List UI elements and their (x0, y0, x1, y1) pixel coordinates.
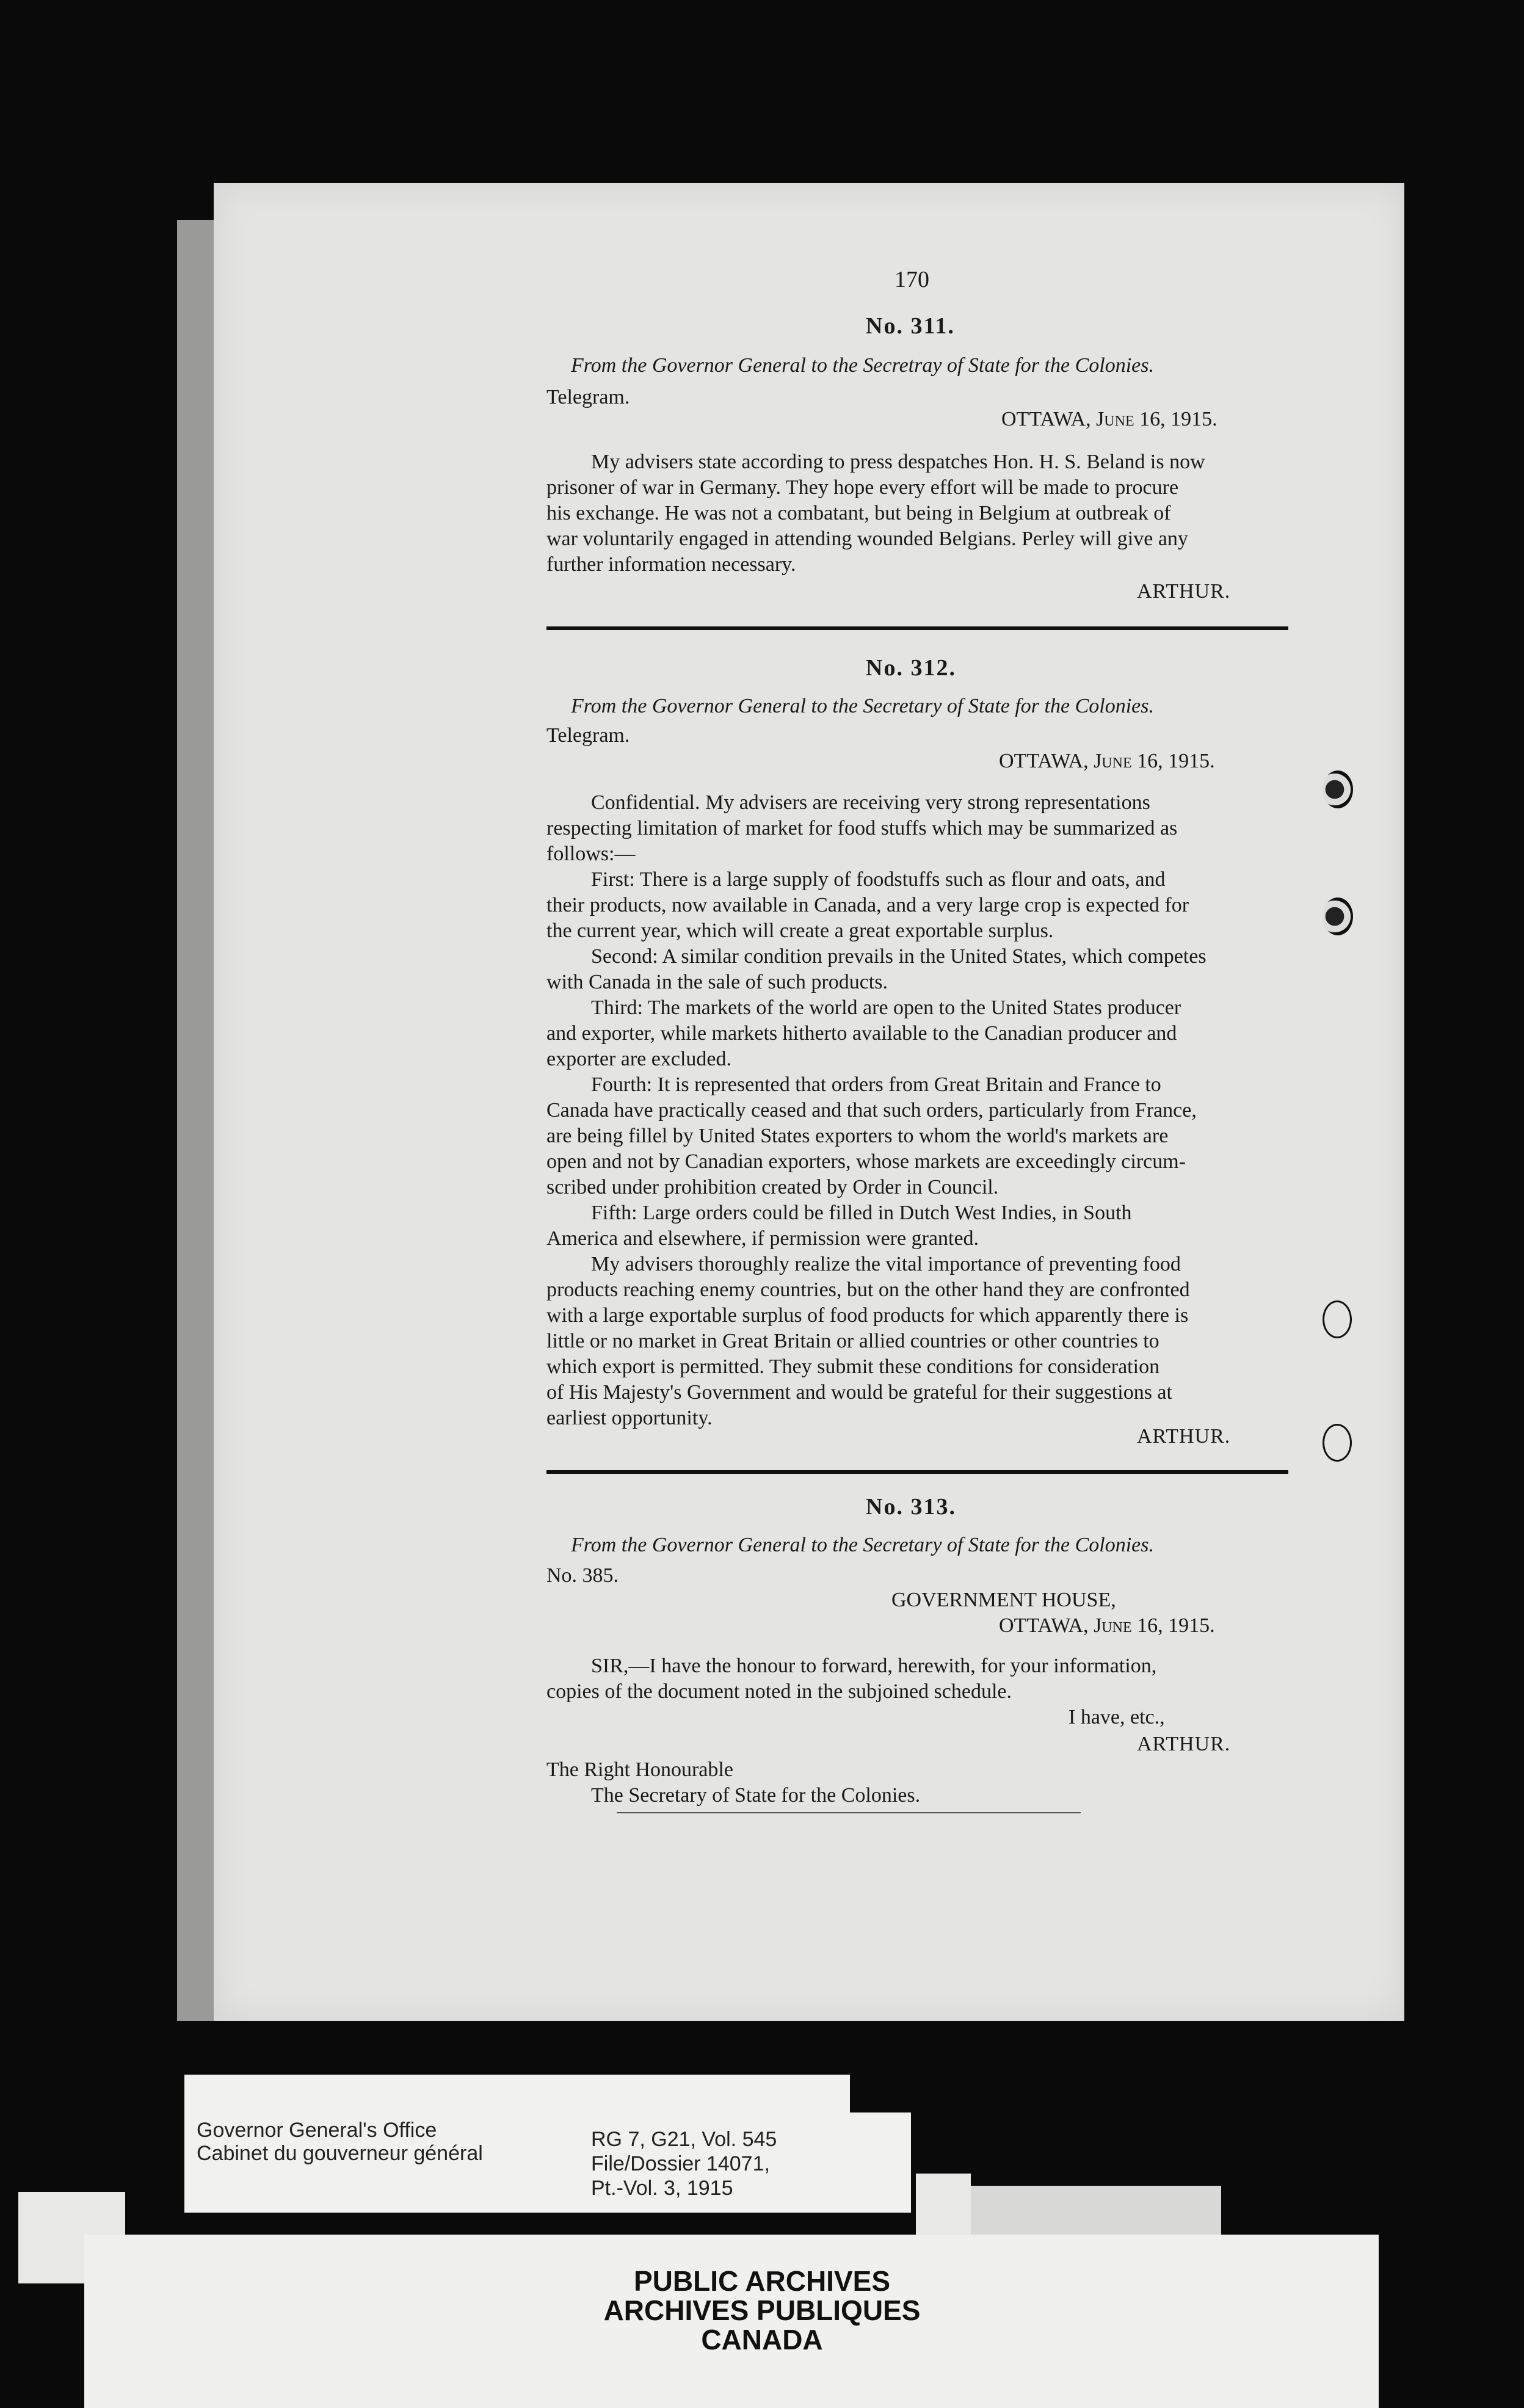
doc-312-line-14: are being fillel by United States exporters to whom the world's markets are (546, 1125, 1169, 1147)
doc-311-type: Telegram. (546, 386, 630, 408)
doc-312-place-date: OTTAWA, June 16, 1915. (999, 750, 1215, 772)
doc-311-line-4: war voluntarily engaged in attending wounded Belgians. Perley will give any (546, 528, 1188, 550)
doc-312-line-13: Canada have practically ceased and that such orders, particularly from France, (546, 1099, 1197, 1122)
doc-313-place-date: OTTAWA, June 16, 1915. (999, 1614, 1215, 1637)
doc-313-addressee-2: The Secretary of State for the Colonies. (591, 1784, 921, 1807)
doc-312-line-23: which export is permitted. They submit these conditions for consideration (546, 1355, 1160, 1378)
doc-312-line-2: respecting limitation of market for food stuffs which may be summarized as (546, 817, 1178, 840)
doc-312-line-4: First: There is a large supply of foodstuffs such as flour and oats, and (591, 868, 1166, 891)
punch-hole (1323, 898, 1353, 935)
doc-311-line-2: prisoner of war in Germany. They hope every effort will be made to procure (546, 476, 1179, 499)
doc-313-house: GOVERNMENT HOUSE, (891, 1589, 1116, 1611)
doc-312-line-15: open and not by Canadian exporters, whose markets are exceedingly circum- (546, 1150, 1186, 1173)
doc-311-line-1: My advisers state according to press despatches Hon. H. S. Beland is now (591, 451, 1205, 473)
doc-313-route: From the Governor General to the Secretary of State for the Colonies. (571, 1534, 1154, 1556)
doc-312-line-19: My advisers thoroughly realize the vital importance of preventing food (591, 1253, 1181, 1275)
doc-312-line-11: exporter are excluded. (546, 1048, 731, 1070)
punch-hole (1323, 1300, 1352, 1338)
label-tab-right (916, 2174, 971, 2235)
doc-312-line-8: with Canada in the sale of such products. (546, 971, 888, 993)
label-office-en: Governor General's Office (197, 2119, 437, 2142)
doc-312-line-25: earliest opportunity. (546, 1407, 713, 1429)
doc-312-line-12: Fourth: It is represented that orders from Great Britain and France to (591, 1073, 1161, 1096)
doc-312-line-7: Second: A similar condition prevails in the United States, which competes (591, 945, 1206, 968)
page-number: 170 (894, 267, 929, 292)
archive-label-tab (850, 2112, 911, 2213)
doc-312-line-16: scribed under prohibition created by Order in Council. (546, 1176, 999, 1199)
stamp-line-1: PUBLIC ARCHIVES (634, 2265, 890, 2297)
punch-hole (1323, 1424, 1352, 1462)
doc-313-addressee-1: The Right Honourable (546, 1758, 733, 1781)
doc-313-line-2: copies of the document noted in the subjoined schedule. (546, 1680, 1012, 1703)
doc-313-line-1: SIR,—I have the honour to forward, herewith, for your information, (591, 1655, 1157, 1677)
doc-312-line-20: products reaching enemy countries, but on the other hand they are confronted (546, 1278, 1190, 1301)
doc-312-line-1: Confidential. My advisers are receiving very strong representations (591, 791, 1150, 814)
doc-311-line-5: further information necessary. (546, 553, 796, 576)
separator-rule (546, 1470, 1288, 1474)
doc-313-heading: No. 313. (866, 1494, 956, 1520)
doc-312-type: Telegram. (546, 724, 630, 747)
doc-312-line-17: Fifth: Large orders could be filled in Dutch West Indies, in South (591, 1202, 1132, 1224)
page-edge-shadow (177, 220, 214, 2021)
end-rule (617, 1812, 1081, 1813)
label-office-fr: Cabinet du gouverneur général (197, 2142, 483, 2165)
punch-hole (1323, 771, 1353, 808)
doc-312-line-24: of His Majesty's Government and would be grateful for their suggestions at (546, 1381, 1172, 1404)
doc-312-line-21: with a large exportable surplus of food products for which apparently there is (546, 1304, 1189, 1327)
doc-311-heading: No. 311. (866, 313, 955, 339)
label-file: File/Dossier 14071, (591, 2152, 770, 2175)
doc-312-line-9: Third: The markets of the world are open to the United States producer (591, 996, 1181, 1019)
separator-rule (546, 626, 1288, 630)
doc-313-number: No. 385. (546, 1564, 619, 1587)
doc-311-line-3: his exchange. He was not a combatant, but being in Belgium at outbreak of (546, 502, 1171, 524)
archives-stamp (0, 2266, 1524, 2354)
doc-313-closing: I have, etc., (1069, 1706, 1165, 1728)
stamp-line-2: ARCHIVES PUBLIQUES (603, 2294, 921, 2326)
doc-312-signature: ARTHUR. (1137, 1425, 1231, 1448)
doc-312-route: From the Governor General to the Secretary of State for the Colonies. (571, 695, 1154, 717)
label-part: Pt.-Vol. 3, 1915 (591, 2177, 733, 2200)
label-reference (591, 2127, 777, 2200)
doc-312-line-22: little or no market in Great Britain or allied countries or other countries to (546, 1330, 1159, 1352)
label-rg: RG 7, G21, Vol. 545 (591, 2128, 777, 2151)
label-office (197, 2119, 483, 2165)
label-tab-right-extension (971, 2186, 1221, 2235)
doc-312-line-5: their products, now available in Canada, and a very large crop is expected for (546, 894, 1189, 916)
doc-313-signature: ARTHUR. (1137, 1733, 1231, 1755)
doc-311-route: From the Governor General to the Secretray of State for the Colonies. (571, 354, 1154, 377)
doc-312-line-3: follows:— (546, 843, 636, 865)
stamp-line-3: CANADA (701, 2324, 823, 2355)
doc-311-signature: ARTHUR. (1137, 580, 1231, 603)
doc-312-line-6: the current year, which will create a great exportable surplus. (546, 919, 1054, 942)
doc-312-heading: No. 312. (866, 655, 956, 681)
doc-311-place-date: OTTAWA, June 16, 1915. (1001, 408, 1217, 430)
doc-312-line-18: America and elsewhere, if permission were granted. (546, 1227, 979, 1250)
doc-312-line-10: and exporter, while markets hitherto available to the Canadian producer and (546, 1022, 1177, 1045)
